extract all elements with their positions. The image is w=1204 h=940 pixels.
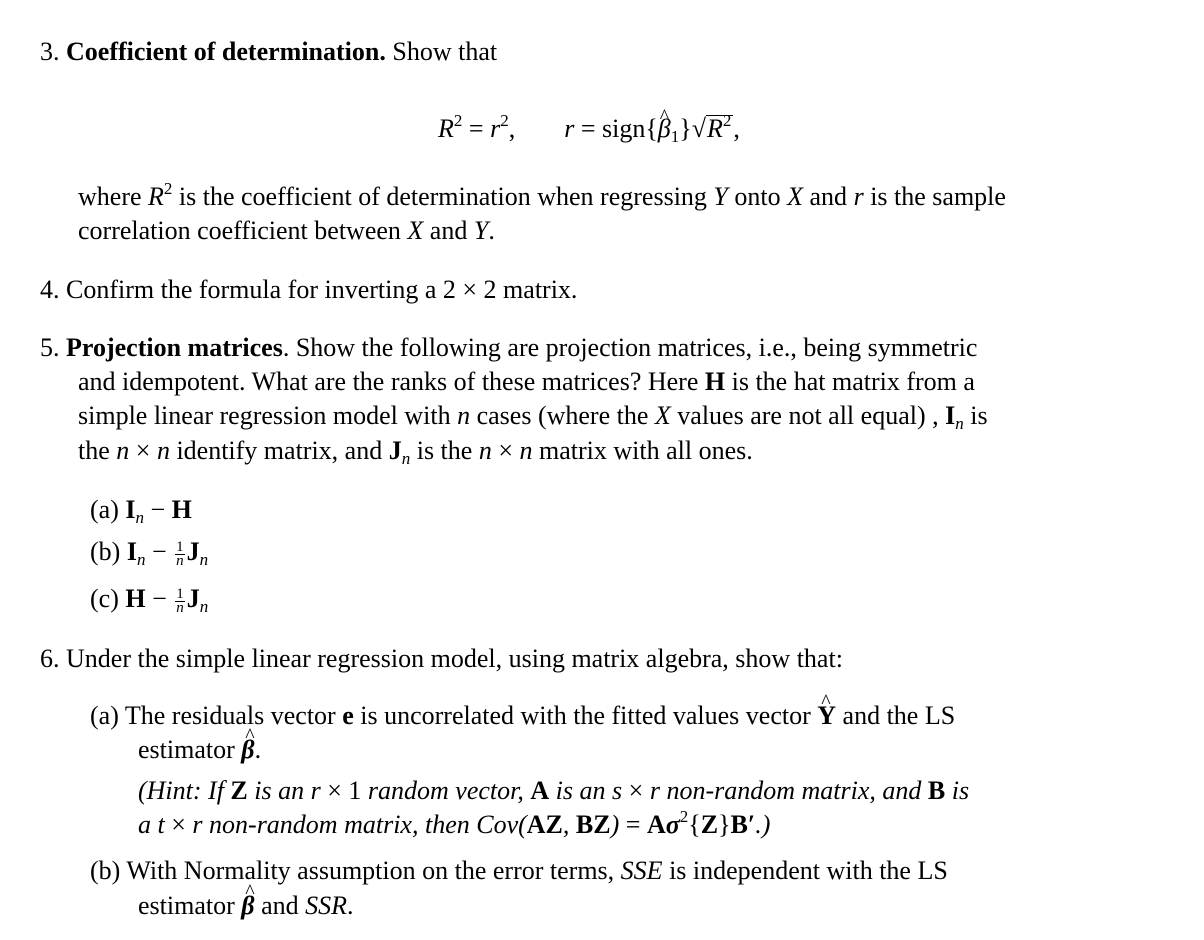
problem-5-item-b-label: (b) — [90, 537, 121, 566]
problem-5-number: 5. — [40, 333, 60, 362]
problem-6-item-a-line-1: (a) The residuals vector e is uncorrelated with the fitted values vector ^ Y and the LS — [90, 699, 955, 733]
problem-3-number: 3. — [40, 37, 60, 66]
problem-5-item-c: (c) H − $\frac{1}{n}$ $J_n$ — [90, 584, 209, 616]
problem-3-title: Coefficient of determination. — [66, 37, 386, 66]
problem-6-item-b-label: (b) — [90, 856, 121, 885]
problem-6-item-b-line-1: (b) With Normality assumption on the error terms, SSE is independent with the LS — [90, 856, 948, 885]
problem-3-body-line-1: where $R^2$ is the coefficient of determination when regressing Y onto X and r is the sample — [78, 179, 1006, 211]
problem-6-text: Under the simple linear regression model, using matrix algebra, show that: — [66, 644, 843, 673]
problem-5-item-a-label: (a) — [90, 495, 119, 524]
problem-4 — [40, 273, 577, 307]
problem-3-equation: $R^2 = r^2$, r = sign{^ $\beta_1\}√R^2$, — [438, 112, 740, 146]
problem-6 — [40, 642, 843, 676]
problem-5-item-c-label: (c) — [90, 584, 119, 613]
problem-3-heading — [40, 35, 497, 69]
problem-5-line-2: and idempotent. What are the ranks of these matrices? Here H is the hat matrix from a — [78, 367, 975, 396]
problem-4-number: 4. — [40, 275, 60, 304]
problem-6-item-a-hint-1: (Hint: If Z is an r × 1 random vector, A is an s × r non-random matrix, and B is — [138, 776, 970, 805]
problem-5-title: Projection matrices — [66, 333, 283, 362]
problem-5-line-1 — [40, 331, 977, 365]
problem-4-text: Confirm the formula for inverting a 2 × 2 matrix. — [66, 275, 578, 304]
problem-3-body-line-2: correlation coefficient between X and Y. — [78, 216, 495, 245]
problem-6-item-a-label: (a) — [90, 701, 119, 730]
problem-5-item-b: (b) $I_n$ − $\frac{1}{n}$ $J_n$ — [90, 537, 209, 569]
problem-3-intro: Show that — [392, 37, 498, 66]
problem-6-number: 6. — [40, 644, 60, 673]
problem-5-item-a: (a) $I_n - H$ — [90, 495, 192, 527]
problem-6-item-a-hint-2: a t × r non-random matrix, then Cov(AZ, $BZ) = A\sigma^2\{Z\}B'$.) — [138, 807, 771, 839]
problem-5-line-1-text: . Show the following are projection matrices, i.e., being symmetric — [282, 333, 978, 362]
problem-6-item-a-line-2: estimator ^ β. — [138, 733, 261, 767]
problem-5-line-3: simple linear regression model with n cases (where the X values are not all equal) , $I_n$ is — [78, 401, 988, 433]
problem-6-item-b-line-2: estimator ^ β and SSR. — [138, 889, 354, 923]
problem-5-line-4: the n × n identify matrix, and $J_n$ is the n × n matrix with all ones. — [78, 436, 753, 468]
